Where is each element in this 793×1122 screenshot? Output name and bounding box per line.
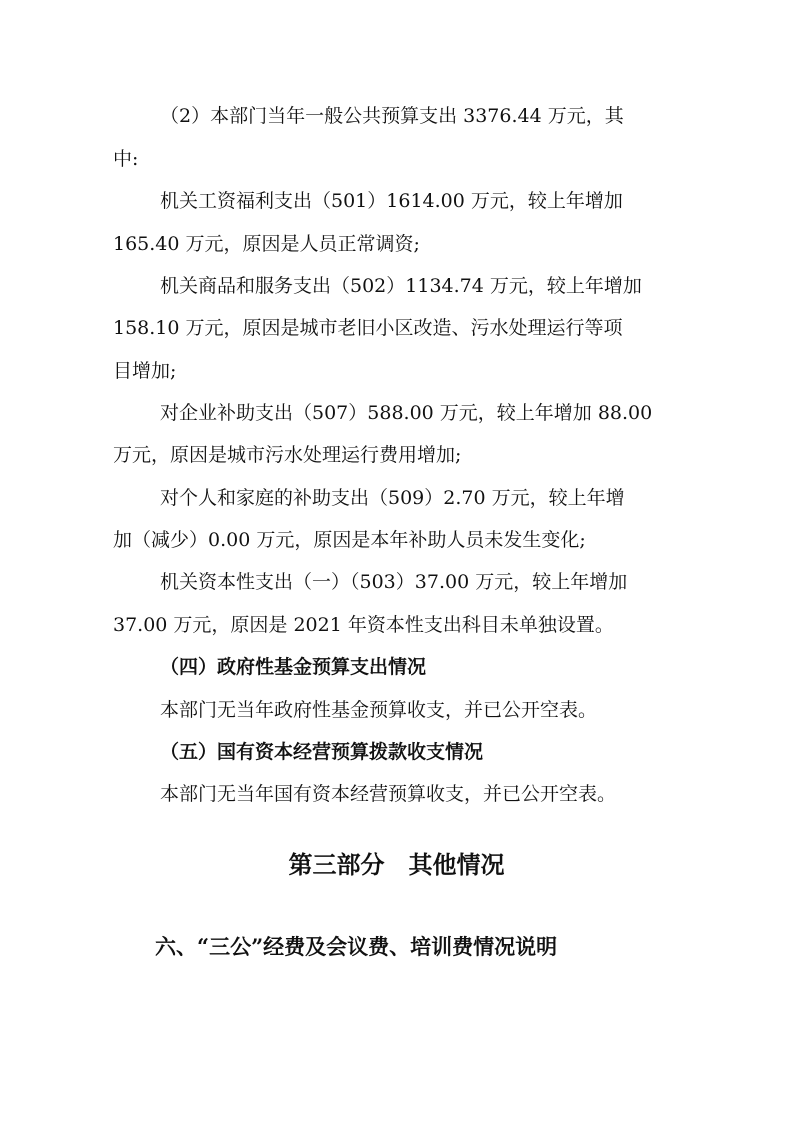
paragraph-line: 中: bbox=[113, 148, 139, 170]
part-title: 第三部分 其他情况 bbox=[288, 850, 505, 879]
paragraph-line: 对个人和家庭的补助支出（509）2.70 万元，较上年增 bbox=[160, 487, 625, 509]
paragraph-line: 本部门无当年国有资本经营预算收支，并已公开空表。 bbox=[160, 783, 617, 805]
paragraph-line: 本部门无当年政府性基金预算收支，并已公开空表。 bbox=[160, 699, 598, 721]
paragraph-line: 目增加; bbox=[113, 360, 177, 382]
section-title: 六、“三公”经费及会议费、培训费情况说明 bbox=[155, 934, 558, 959]
paragraph-line: 机关工资福利支出（501）1614.00 万元，较上年增加 bbox=[160, 190, 623, 212]
paragraph-line: 37.00 万元，原因是 2021 年资本性支出科目未单独设置。 bbox=[113, 614, 614, 636]
paragraph-line: 158.10 万元，原因是城市老旧小区改造、污水处理运行等项 bbox=[113, 317, 623, 339]
paragraph-line: 对企业补助支出（507）588.00 万元，较上年增加 88.00 bbox=[160, 402, 653, 424]
subsection-heading: （五）国有资本经营预算拨款收支情况 bbox=[160, 741, 484, 763]
paragraph-line: （2）本部门当年一般公共预算支出 3376.44 万元，其 bbox=[160, 105, 624, 127]
subsection-heading: （四）政府性基金预算支出情况 bbox=[160, 656, 427, 678]
paragraph-line: 机关商品和服务支出（502）1134.74 万元，较上年增加 bbox=[160, 275, 642, 297]
paragraph-line: 万元，原因是城市污水处理运行费用增加; bbox=[113, 444, 462, 466]
paragraph-line: 机关资本性支出（一）（503）37.00 万元，较上年增加 bbox=[160, 571, 628, 593]
paragraph-line: 165.40 万元，原因是人员正常调资; bbox=[113, 233, 420, 255]
paragraph-line: 加（减少）0.00 万元，原因是本年补助人员未发生变化; bbox=[113, 529, 586, 551]
